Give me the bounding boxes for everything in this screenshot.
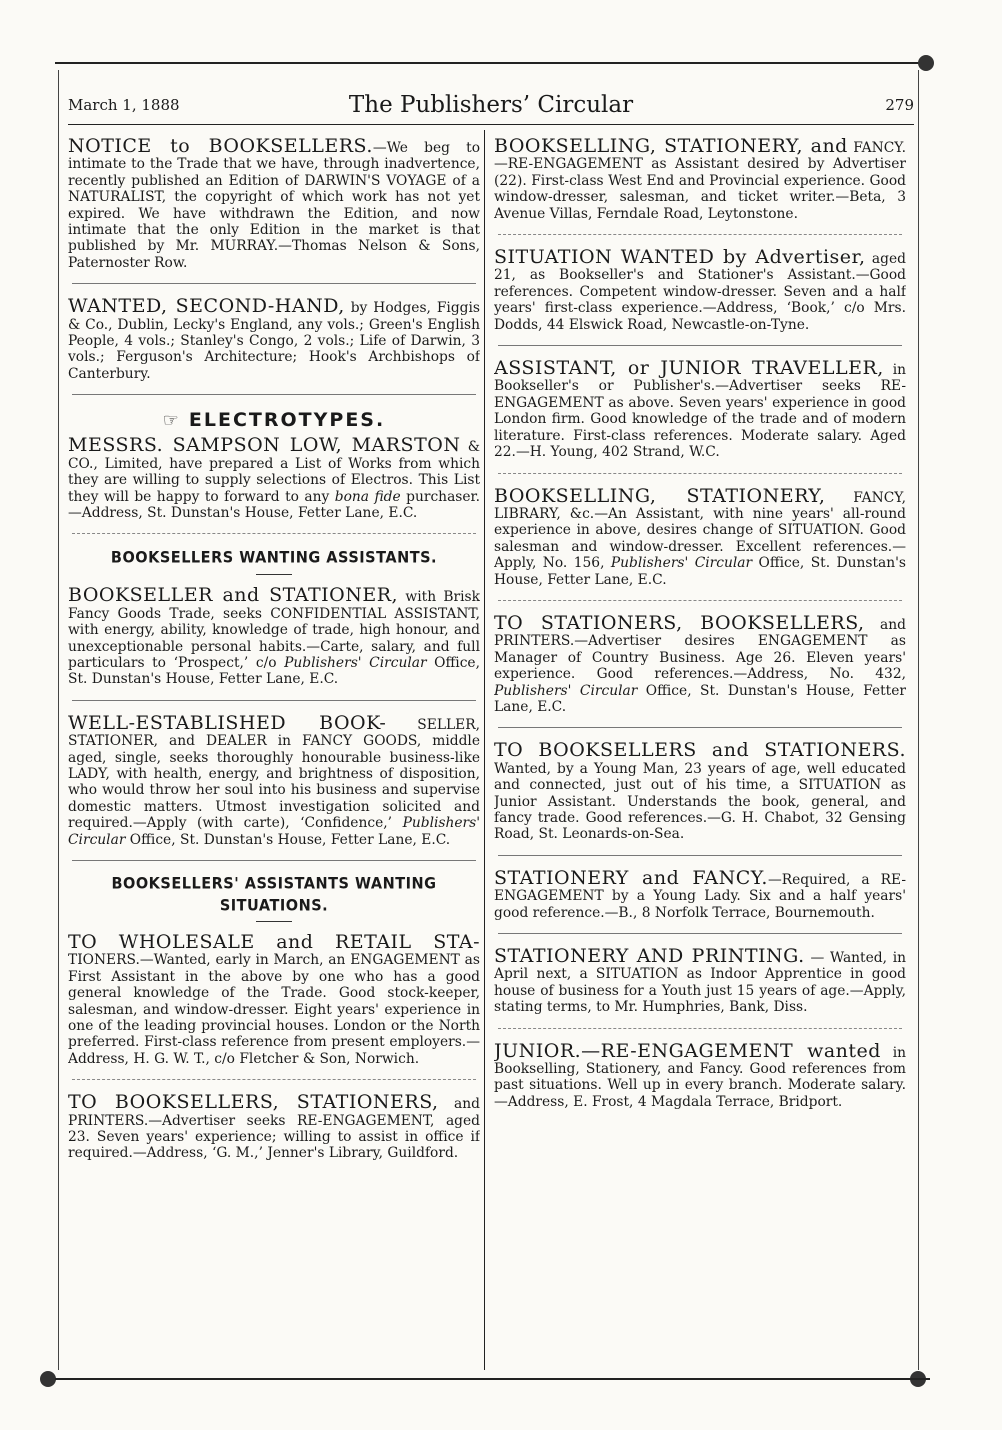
ad-bookseller-stationer: BOOKSELLER and STATIONER, with Brisk Fancy Goods Trade, seeks CONFIDENTIAL ASSISTANT, with energy, ability, knowledge of trade, high honour, and unexceptionable personal habits.—Carte, salary, and full particulars to ‘Prospect,’ c/o Publishers' Circular Office, St. Dunstan's House, Fetter Lane, E.C. <box>68 584 480 688</box>
ad-bookselling-fancy: BOOKSELLING, STATIONERY, FANCY, LIBRARY, &c.—An Assistant, with nine years' all-round experience in above, desires change of SITUATION. Good salesman and window-dresser. Excellent references.—Apply, No. 156, Publishers' Circular Office, St. Dunstan's House, Fetter Lane, E.C. <box>494 484 906 588</box>
section-heading: BOOKSELLERS' ASSISTANTS WANTING SITUATIONS. <box>111 874 437 916</box>
ad-junior: JUNIOR.—RE-ENGAGEMENT wanted in Bookselling, Stationery, and Fancy. Good references from past situations. Well up in every branch. Moderate salary.—Address, E. Frost, 4 Magdala Terrace, Bridport. <box>494 1039 906 1110</box>
ad-to-stationers: TO STATIONERS, BOOKSELLERS, and PRINTERS.—Advertiser desires ENGAGEMENT as Manager of Country Business. Age 26. Eleven years' experience. Good references.—Address, No. 432, Publishers' Circular Office, St. Dunstan's House, Fetter Lane, E.C. <box>494 611 906 715</box>
ad-bookselling-stationery: BOOKSELLING, STATIONERY, and FANCY.—RE-ENGAGEMENT as Assistant desired by Advertiser (22). First-class West End and Provincial experience. Good window-dresser, salesman, and ticket writer.—Beta, 3 Avenue Villas, Ferndale Road, Leytonstone. <box>494 138 906 222</box>
bottom-border-rule <box>55 1378 930 1380</box>
ad-to-booksellers-stationers: TO BOOKSELLERS, STATIONERS, and PRINTERS.—Advertiser seeks RE-ENGAGEMENT, aged 23. Seven years' experience; willing to assist in office if required.—Address, ‘G. M.,’ Jenner's Library, Guildford. <box>68 1091 480 1162</box>
header-rule <box>68 124 914 125</box>
right-border-rule <box>918 70 919 1370</box>
ad-wanted-second-hand: WANTED, SECOND-HAND, by Hodges, Figgis & Co., Dublin, Lecky's England, any vols.; Green's English People, 4 vols.; Stanley's Congo, 2 vols.; Life of Darwin, 3 vols.; Ferguson's Architecture; Hook's Archbishops of Canterbury. <box>68 295 480 382</box>
column-divider <box>484 130 485 1370</box>
ad-situation-wanted: SITUATION WANTED by Advertiser, aged 21, as Bookseller's and Stationer's Assistant.—Good references. Competent window-dresser. Seven and a half years' first-class experience.—Address, ‘Book,’ c/o Mrs. Dodds, 44 Elswick Road, Newcastle-on-Tyne. <box>494 246 906 333</box>
pointing-hand-icon: ☞ <box>162 410 179 432</box>
corner-ornament <box>40 1371 56 1387</box>
ad-electrotypes: MESSRS. SAMPSON LOW, MARSTON & CO., Limited, have prepared a List of Works from which they are willing to supply selections of Electros. This List they will be happy to forward to any bona fide purchaser.—Address, St. Dunstan's House, Fetter Lane, E.C. <box>68 434 480 521</box>
top-border-rule <box>55 62 930 64</box>
page-header <box>68 88 914 118</box>
ad-assistant-junior: ASSISTANT, or JUNIOR TRAVELLER, in Bookseller's or Publisher's.—Advertiser seeks RE-ENGAGEMENT as above. Seven years' experience in good London firm. Good knowledge of the trade and of modern literature. First-class references. Moderate salary. Aged 22.—H. Young, 402 Strand, W.C. <box>494 357 906 461</box>
ad-notice-booksellers: NOTICE to BOOKSELLERS.—We beg to intimate to the Trade that we have, through inadvertence, recently published an Edition of DARWIN'S VOYAGE of a NATURALIST, the copyright of which work has not yet expired. We have withdrawn the Edition, and now intimate that the only Edition in the market is that published by Mr. MURRAY.—Thomas Nelson & Sons, Paternoster Row. <box>68 138 480 271</box>
ad-stationery-fancy: STATIONERY and FANCY.—Required, a RE-ENGAGEMENT by a Young Lady. Six and a half years' good reference.—B., 8 Norfolk Terrace, Bournemouth. <box>494 866 906 921</box>
left-column <box>68 138 480 1370</box>
page-number: 279 <box>885 96 914 114</box>
ad-to-booksellers: TO BOOKSELLERS and STATIONERS. Wanted, by a Young Man, 23 years of age, well educated and connected, just out of his time, a SITUATION as Junior Assistant. Understands the book, general, and fancy trade. Good references.—G. H. Chabot, 32 Gensing Road, St. Leonards-on-Sea. <box>494 739 906 843</box>
left-border-rule <box>58 70 59 1370</box>
ad-well-established: WELL-ESTABLISHED BOOK- SELLER, STATIONER, and DEALER in FANCY GOODS, middle aged, single, seeks thoroughly honourable business-like LADY, with health, energy, and brightness of disposition, who would throw her soul into his business and supervise domestic matters. Utmost investigation solicited and required.—Apply (with carte), ‘Confidence,’ Publishers' Circular Office, St. Dunstan's House, Fetter Lane, E.C. <box>68 711 480 848</box>
publication-title: The Publishers’ Circular <box>348 92 634 118</box>
ad-stationery-printing: STATIONERY AND PRINTING. — Wanted, in April next, a SITUATION as Indoor Apprentice in good house of business for a Youth just 15 years of age.—Apply, stating terms, to Mr. Humphries, Bank, Diss. <box>494 945 906 1016</box>
electrotypes-heading: ☞ ELECTROTYPES. <box>162 409 386 432</box>
right-column <box>494 138 906 1370</box>
issue-date: March 1, 1888 <box>68 96 180 114</box>
section-heading: BOOKSELLERS WANTING ASSISTANTS. <box>110 549 438 568</box>
ad-wholesale-retail: TO WHOLESALE and RETAIL STA- TIONERS.—Wanted, early in March, an ENGAGEMENT as First Assistant in the above by one who has a good general knowledge of the Trade. Good stock-keeper, salesman, and window-dresser. Eight years' experience in one of the leading provincial houses. London or the North preferred. First-class reference from present employers.—Address, H. G. W. T., c/o Fletcher & Son, Norwich. <box>68 931 480 1067</box>
corner-ornament <box>918 55 934 71</box>
